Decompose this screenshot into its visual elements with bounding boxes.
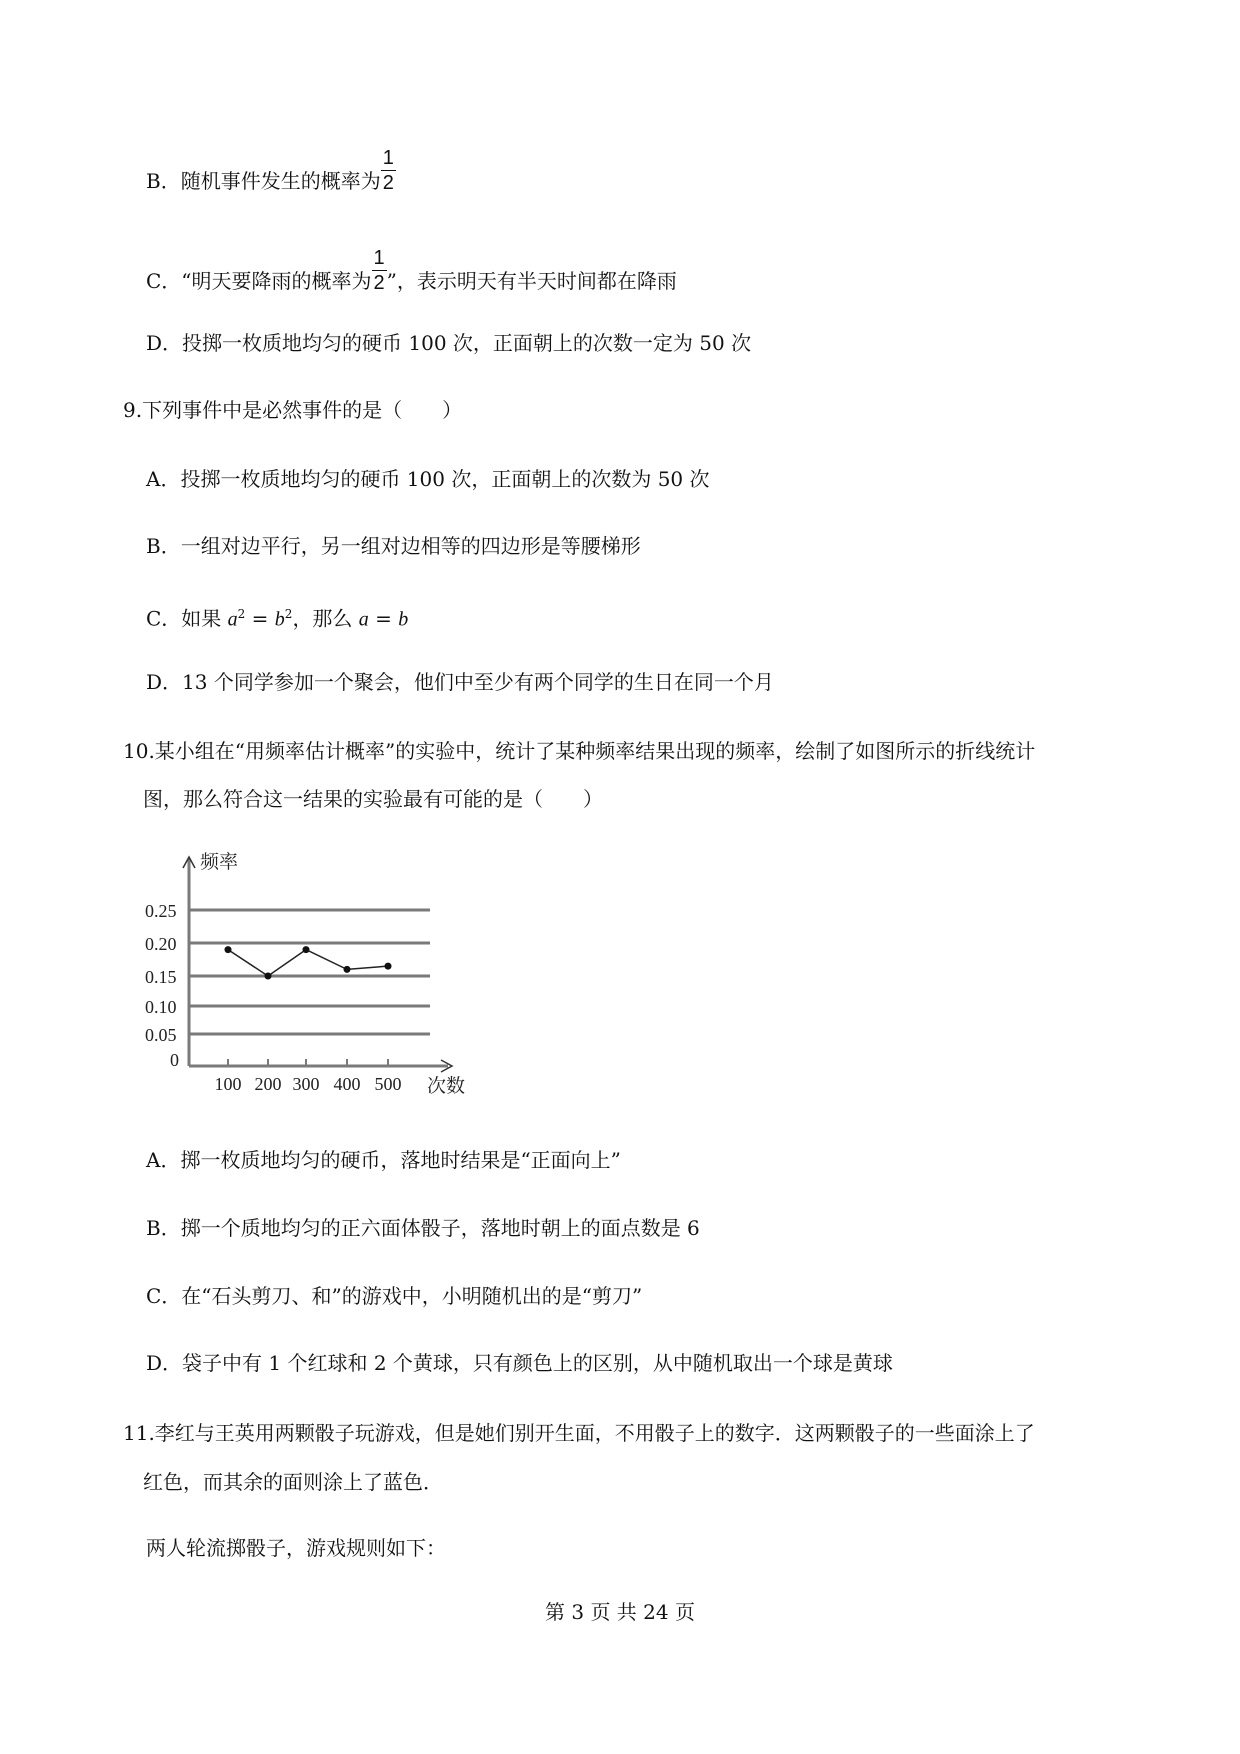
frequency-series-line bbox=[228, 950, 388, 976]
chart-y-tick-labels bbox=[145, 901, 179, 1070]
q8-option-d: D．投掷一枚质地均匀的硬币 100 次，正面朝上的次数一定为 50 次 bbox=[146, 331, 752, 355]
option-text: C．“明天要降雨的概率为 bbox=[146, 269, 372, 293]
fraction-one-half bbox=[381, 146, 396, 195]
x-tick-label: 400 bbox=[333, 1074, 361, 1094]
exponent: 2 bbox=[284, 607, 293, 621]
equals: = bbox=[368, 606, 399, 631]
chart-x-tick-labels bbox=[215, 1059, 402, 1094]
y-tick-label: 0.10 bbox=[145, 997, 177, 1017]
fraction-one-half bbox=[372, 246, 387, 295]
q11-stem-line2: 红色，而其余的面则涂上了蓝色． bbox=[143, 1470, 443, 1494]
math-var-a: a bbox=[227, 608, 238, 631]
page-footer: 第 3 页 共 24 页 bbox=[545, 1600, 695, 1624]
math-var-b: b bbox=[274, 608, 285, 631]
q11-stem-line1: 11.李红与王英用两颗骰子玩游戏，但是她们别开生面，不用骰子上的数字．这两颗骰子的一些面涂上了 bbox=[123, 1421, 1035, 1445]
fraction-numerator: 1 bbox=[382, 147, 394, 169]
q10-stem-line2: 图，那么符合这一结果的实验最有可能的是（ ） bbox=[143, 787, 603, 811]
q9-option-d: D．13 个同学参加一个聚会，他们中至少有两个同学的生日在同一个月 bbox=[146, 670, 774, 694]
y-tick-label: 0.25 bbox=[145, 901, 177, 921]
x-tick-label: 100 bbox=[214, 1074, 242, 1094]
chart-gridlines bbox=[189, 910, 430, 1034]
y-tick-label: 0 bbox=[170, 1050, 179, 1070]
x-axis-label: 次数 bbox=[427, 1076, 466, 1097]
data-point bbox=[385, 963, 392, 970]
x-tick-label: 200 bbox=[254, 1074, 282, 1094]
option-text: B．随机事件发生的概率为 bbox=[146, 169, 381, 193]
q10-option-b: B．掷一个质地均匀的正六面体骰子，落地时朝上的面点数是 6 bbox=[146, 1216, 700, 1240]
frequency-data-points bbox=[225, 946, 392, 979]
q10-option-a: A．掷一枚质地均匀的硬币，落地时结果是“正面向上” bbox=[146, 1148, 621, 1172]
exponent: 2 bbox=[237, 607, 246, 621]
data-point bbox=[303, 946, 310, 953]
q8-option-b bbox=[146, 147, 396, 207]
q11-rules-intro: 两人轮流掷骰子，游戏规则如下： bbox=[146, 1536, 446, 1560]
data-point bbox=[265, 973, 272, 980]
fraction-numerator: 1 bbox=[373, 247, 385, 269]
x-tick-label: 300 bbox=[292, 1074, 320, 1094]
q9-option-c bbox=[146, 600, 408, 634]
x-tick-label: 500 bbox=[374, 1074, 402, 1094]
option-text: ，那么 bbox=[292, 606, 359, 631]
q9-option-a: A．投掷一枚质地均匀的硬币 100 次，正面朝上的次数为 50 次 bbox=[146, 467, 710, 491]
option-text-suffix: ”，表示明天有半天时间都在降雨 bbox=[386, 269, 677, 293]
q10-option-c: C．在“石头剪刀、和”的游戏中，小明随机出的是“剪刀” bbox=[146, 1284, 643, 1308]
y-tick-label: 0.05 bbox=[145, 1025, 177, 1045]
y-tick-label: 0.20 bbox=[145, 934, 177, 954]
y-axis-label: 频率 bbox=[200, 852, 239, 873]
q10-option-d: D．袋子中有 1 个红球和 2 个黄球，只有颜色上的区别，从中随机取出一个球是黄球 bbox=[146, 1351, 893, 1375]
math-var-a: a bbox=[358, 608, 369, 631]
data-point bbox=[344, 966, 351, 973]
data-point bbox=[225, 946, 232, 953]
fraction-denominator: 2 bbox=[373, 272, 385, 294]
frequency-line-chart bbox=[140, 848, 480, 1108]
q9-option-b: B．一组对边平行，另一组对边相等的四边形是等腰梯形 bbox=[146, 534, 641, 558]
fraction-denominator: 2 bbox=[382, 172, 394, 194]
option-text: C．如果 bbox=[146, 606, 228, 631]
math-var-b: b bbox=[398, 608, 409, 631]
q10-stem-line1: 10.某小组在“用频率估计概率”的实验中，统计了某种频率结果出现的频率，绘制了如图所示的折线统计 bbox=[123, 739, 1036, 763]
q8-option-c bbox=[146, 247, 677, 307]
equals: = bbox=[245, 606, 275, 631]
q9-stem: 9.下列事件中是必然事件的是（ ） bbox=[123, 398, 463, 422]
y-tick-label: 0.15 bbox=[145, 967, 177, 987]
